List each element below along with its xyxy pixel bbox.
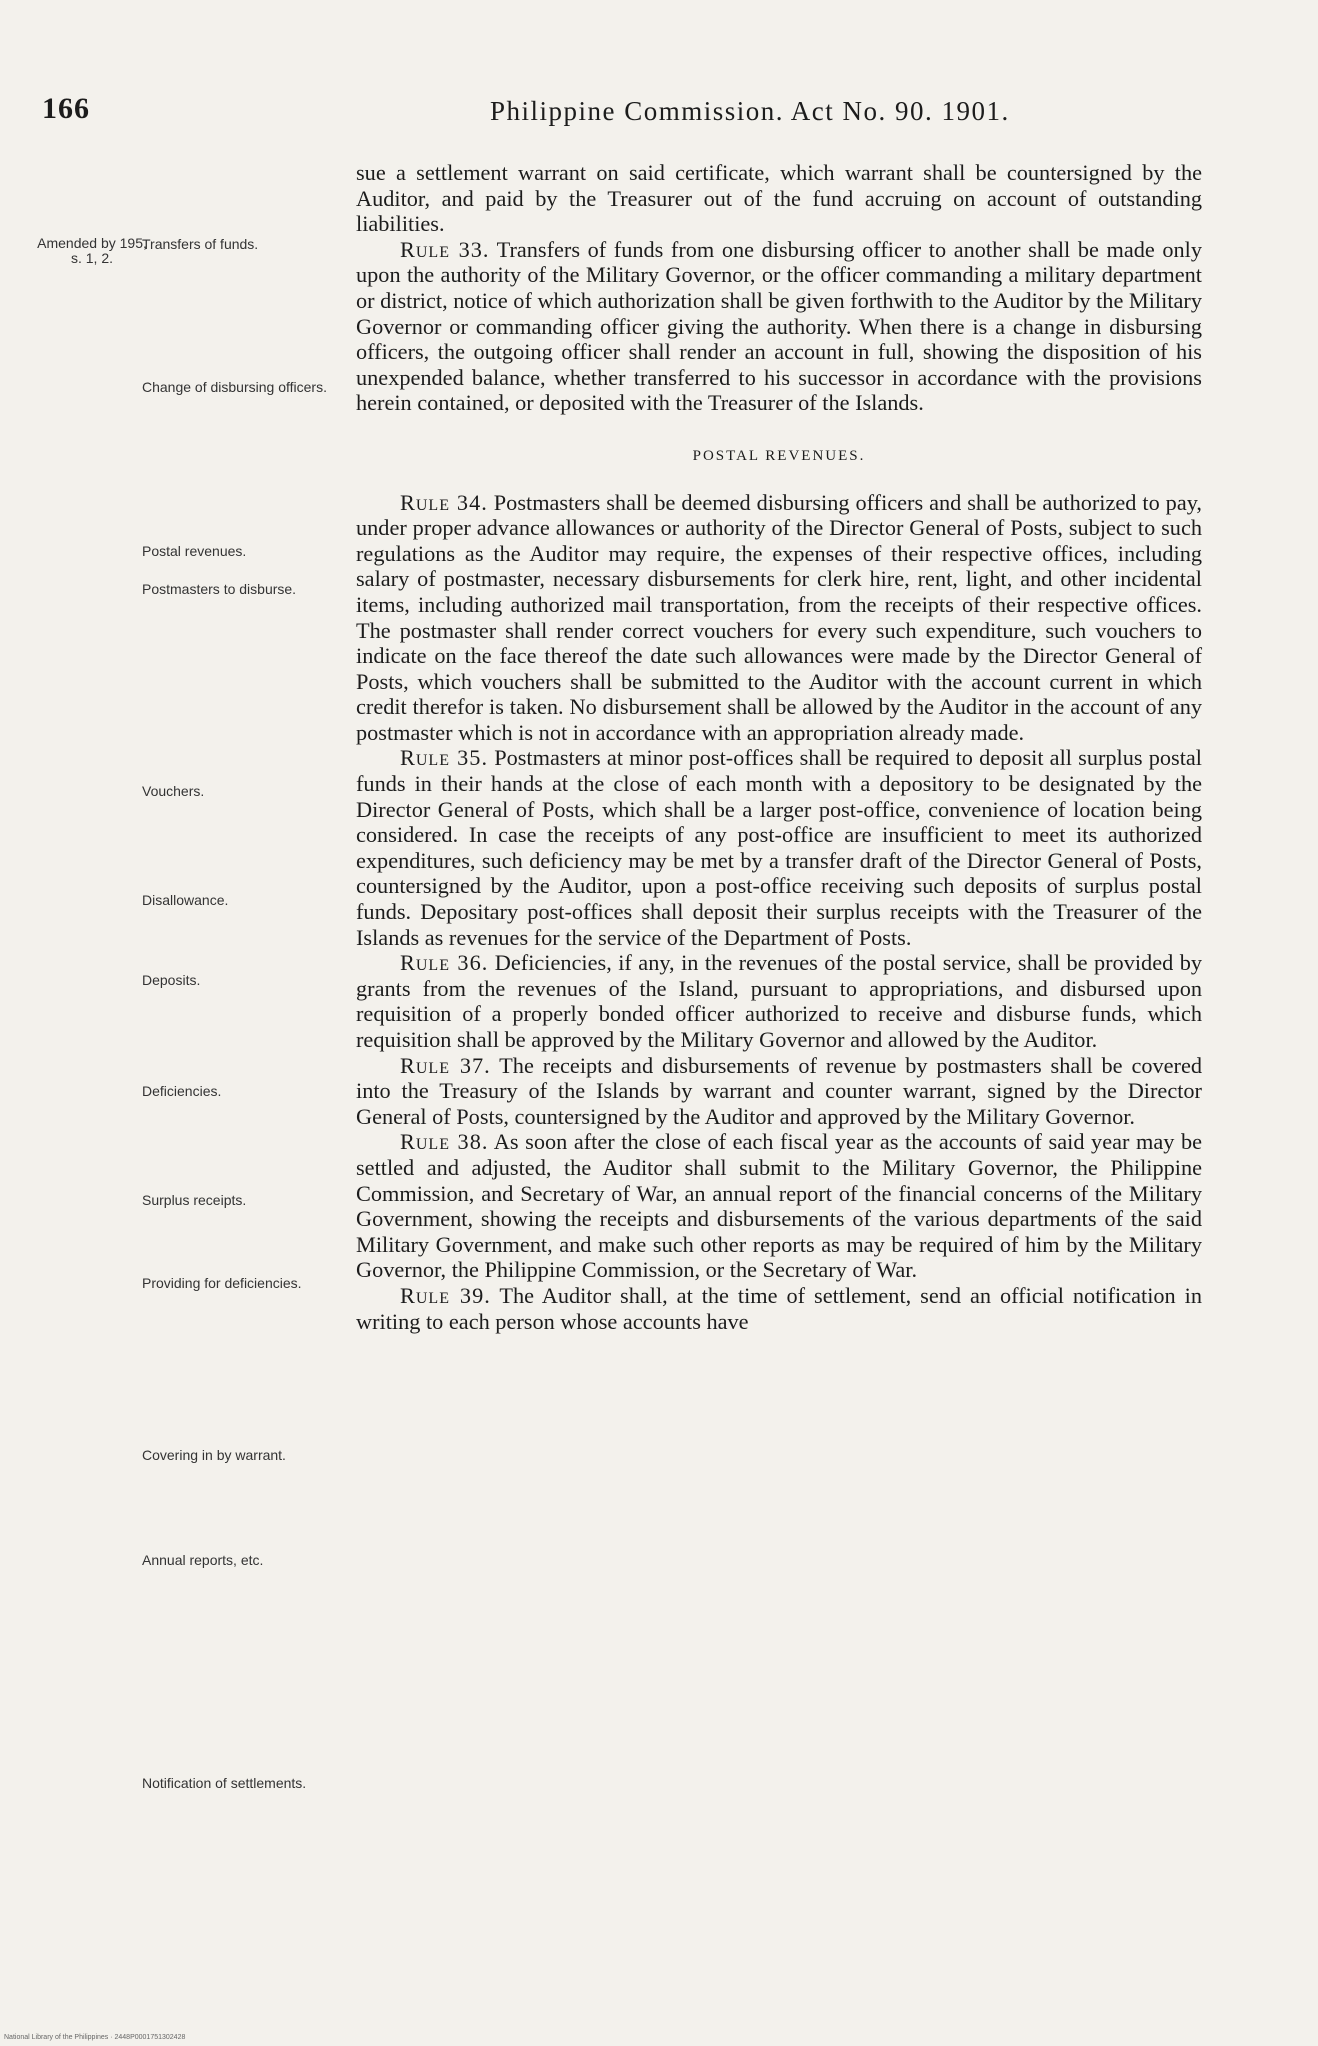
rule-36-text: Deficiencies, if any, in the revenues of the postal service, shall be provided by grants from the revenues of the Island, pursuant to appropriations, and disbursed upon requisition of a properly bonded officer authorized to receive and disburse funds, which requisition shall be approved by the Military Governor and allowed by the Auditor. [356,950,1202,1052]
margin-note-notification: Notification of settlements. [142,1775,307,1791]
rule-39-text: The Auditor shall, at the time of settlement, send an official notification in writing to each person whose accounts have [356,1282,1202,1334]
margin-note-annual-reports: Annual reports, etc. [142,1552,264,1568]
rule-35-heading: Rule 35. [400,745,489,771]
scan-credit: National Library of the Philippines · 2448P0001751302428 [4,2034,186,2041]
page-number: 166 [42,92,90,125]
section-title-postal-revenues: POSTAL REVENUES. [692,447,866,464]
rule-39 [356,1283,1202,1334]
rule-35-text: Postmasters at minor post-offices shall be required to deposit all surplus postal funds in their hands at the close of each month with a depository to be designated by the Director General of Posts, which shall be a larger post-office, convenience of location being considered. In case the receipts of any post-office are insufficient to meet its authorized expenditures, such deficiency may be met by a transfer draft of the Director General of Posts, countersigned by the Auditor, upon a post-office receiving such deposits of surplus postal funds. Depositary post-offices shall deposit their surplus receipts with the Treasurer of the Islands as revenues for the service of the Department of Posts. [356,745,1202,950]
body-text [356,160,1202,1334]
rule-36-heading: Rule 36. [400,950,489,976]
margin-note-postal-revenues: Postal revenues. [142,543,247,559]
margin-note-covering-by-warrant: Covering in by warrant. [142,1447,286,1463]
rule-34-text: Postmasters shall be deemed disbursing officers and shall be authorized to pay, under proper advance allowances or authority of the Director General of Posts, subject to such regulations as the Auditor may require, the expenses of their respective offices, including salary of postmaster, necessary disbursements for clerk hire, rent, light, and other incidental items, including authorized mail transportation, from the receipts of their respective offices. The postmaster shall render correct vouchers for every such expenditure, such vouchers to indicate on the face thereof the date such allowances were made by the Director General of Posts, which vouchers shall be submitted to the Auditor with the account current in which credit therefor is taken. No disbursement shall be allowed by the Auditor in the account of any postmaster which is not in accordance with an appropriation already made. [356,489,1202,745]
rule-36 [356,950,1202,1052]
rule-33-text: Transfers of funds from one disbursing officer to another shall be made only upon the authority of the Military Governor, or the officer commanding a military department or district, notice of which authorization shall be given forthwith to the Auditor by the Military Governor or commanding officer giving the authority. When there is a change in disbursing officers, the outgoing officer shall render an account in full, showing the disposition of his unexpended balance, whether transferred to his successor in accordance with the provisions herein contained, or deposited with the Treasurer of the Islands. [356,236,1202,416]
rule-37-text: The receipts and disbursements of revenue by postmasters shall be covered into the Treasury of the Islands by warrant and counter warrant, signed by the Director General of Posts, countersigned by the Auditor and approved by the Military Governor. [356,1052,1202,1129]
rule-39-heading: Rule 39. [400,1282,491,1308]
running-head: Philippine Commission. Act No. 90. 1901. [490,96,1010,126]
margin-note-surplus-receipts: Surplus receipts. [142,1192,247,1208]
rule-38-heading: Rule 38. [400,1129,489,1155]
rule-33 [356,237,1202,416]
rule-38 [356,1129,1202,1283]
margin-note-disallowance: Disallowance. [142,892,229,908]
margin-note-providing-deficiencies: Providing for deficiencies. [142,1275,302,1291]
rule-37 [356,1053,1202,1130]
rule-37-heading: Rule 37. [400,1052,491,1078]
rule-34 [356,490,1202,746]
margin-note-vouchers: Vouchers. [142,783,205,799]
margin-note-deposits: Deposits. [142,972,201,988]
paragraph-continuation: sue a settlement warrant on said certificate, which warrant shall be countersigned by the Auditor, and paid by the Treasurer out of the fund accruing on account of outstanding liabilities. [356,160,1202,237]
margin-note-postmasters: Postmasters to disburse. [142,581,297,597]
rule-33-heading: Rule 33. [400,236,490,262]
rule-35 [356,745,1202,950]
margin-note-deficiencies: Deficiencies. [142,1083,222,1099]
rule-34-heading: Rule 34. [400,489,488,515]
margin-note-transfers: Transfers of funds. [142,236,259,252]
margin-note-change-of-officers: Change of disbursing officers. [142,379,327,395]
rule-38-text: As soon after the close of each fiscal year as the accounts of said year may be settled and adjusted, the Auditor shall submit to the Military Governor, the Philippine Commission, and Secretary of War, an annual report of the financial concerns of the Military Government, showing the receipts and disbursements of the various departments of the said Military Government, and make such other reports as may be required of him by the Military Governor, the Philippine Commission, or the Secretary of War. [356,1129,1203,1283]
margin-note-amended: Amended by 195, s. 1, 2. [37,235,147,266]
